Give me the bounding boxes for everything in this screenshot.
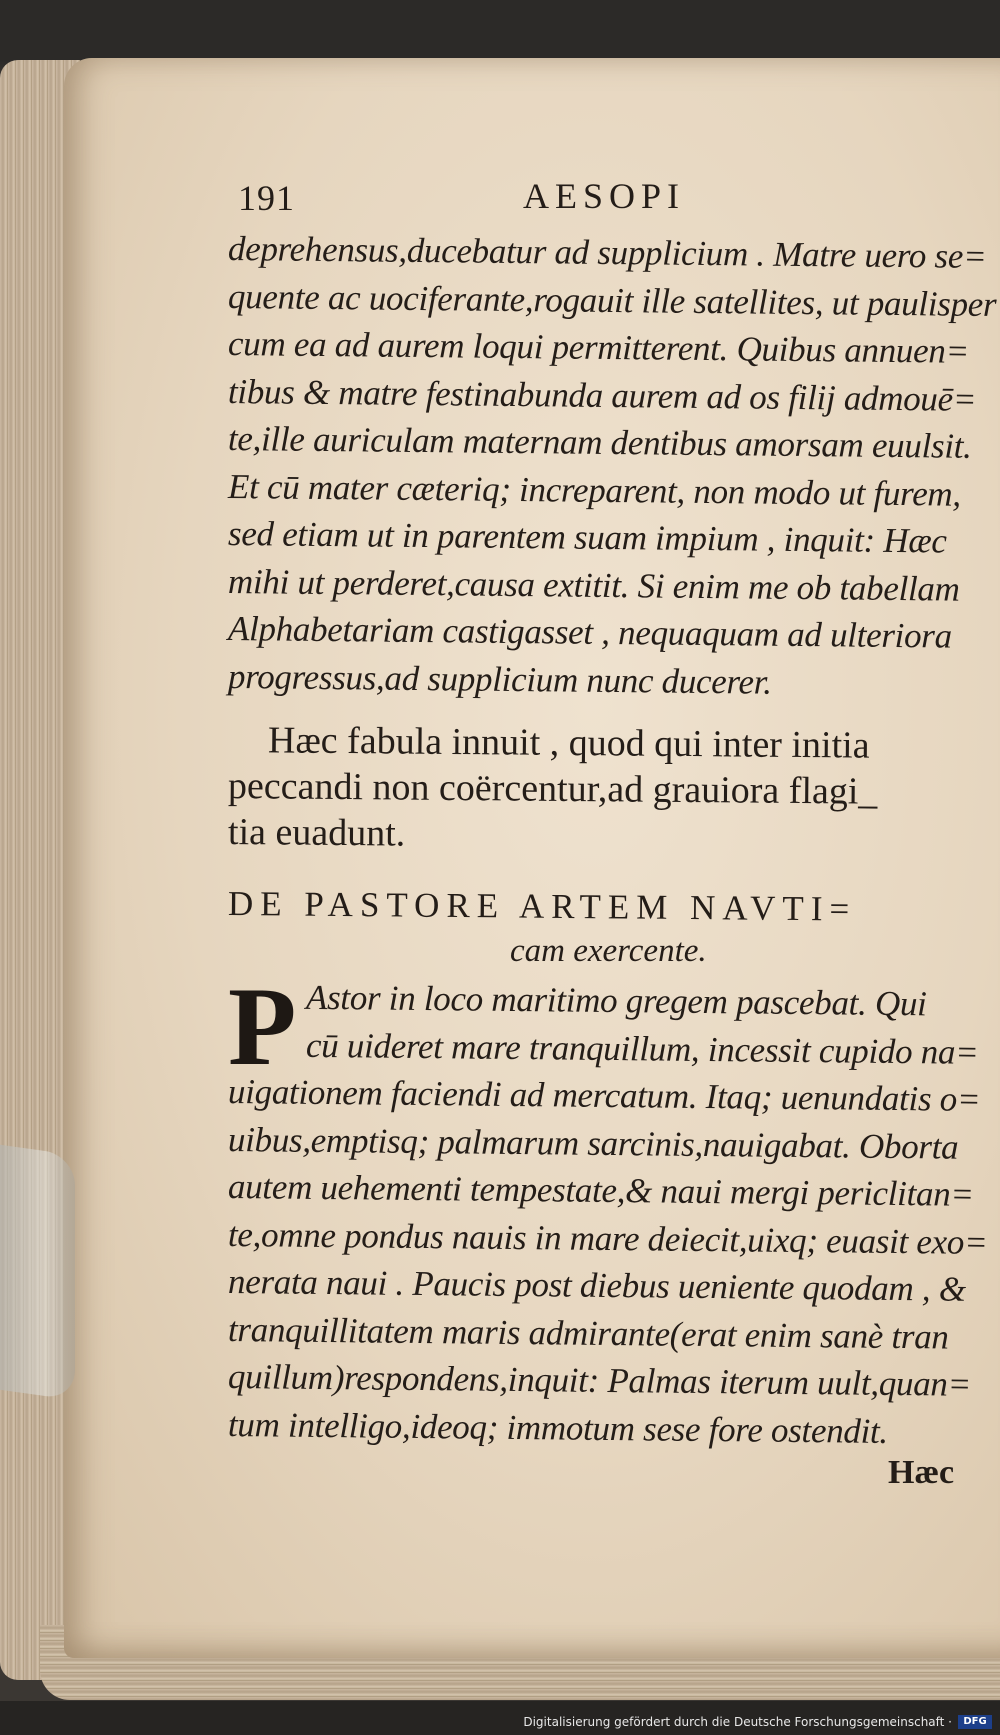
text-line: cum ea ad aurem loqui permitterent. Quibus annuen= [227, 324, 970, 371]
text-line: mihi ut perderet,causa extitit. Si enim me ob tabellam [227, 561, 960, 609]
page-header [228, 165, 968, 225]
page-text [227, 165, 997, 1492]
fable-two-title-continued: cam exercente. [510, 933, 707, 969]
text-line: quillum)respondens,inquit: Palmas iterum uult,quan= [227, 1357, 972, 1404]
catchword: Hæc [888, 1454, 955, 1491]
text-line: quente ac uociferante,rogauit ille satellites, ut paulisper [227, 276, 997, 324]
moral-line: peccandi non coërcentur,ad grauiora flagi_ [227, 765, 878, 813]
text-line: cū uideret mare tranquillum, incessit cupido na= [305, 1025, 979, 1072]
text-line: sed etiam ut in parentem suam impium , inquit: Hæc [227, 514, 947, 561]
fable-two-body [227, 965, 988, 1451]
page-number: 191 [238, 178, 295, 218]
text-line: te,omne pondus nauis in mare deiecit,uixq; euasit exo= [227, 1214, 988, 1262]
fable-one-body [227, 225, 997, 702]
fable-one-moral [228, 717, 968, 855]
digitization-footer [0, 1701, 1000, 1735]
text-line: progressus,ad supplicium nunc ducerer. [227, 656, 772, 702]
drop-capital: P [228, 965, 297, 1089]
text-line: tibus & matre festinabunda aurem ad os filij admouē= [227, 371, 977, 419]
text-line: deprehensus,ducebatur ad supplicium . Matre uero se= [227, 229, 987, 276]
text-line: tum intelligo,ideoq; immotum sese fore ostendit. [227, 1404, 889, 1451]
page-clip [0, 1145, 75, 1401]
dfg-logo: DFG [958, 1715, 992, 1729]
text-line: tranquillitatem maris admirante(erat enim sanè tran [227, 1309, 949, 1357]
text-line: uibus,emptisq; palmarum sarcinis,nauigabat. Oborta [227, 1119, 959, 1167]
text-line: Et cū mater cæteriq; increparent, non modo ut furem, [227, 466, 962, 514]
running-head: AESOPI [523, 176, 686, 216]
fable-two-title: DE PASTORE ARTEM NAVTI= [227, 884, 857, 929]
funding-credit: Digitalisierung gefördert durch die Deutsche Forschungsgemeinschaft · [523, 1715, 952, 1729]
text-line: uigationem faciendi ad mercatum. Itaq; uenundatis o= [227, 1072, 981, 1119]
text-line: te,ille auriculam maternam dentibus amorsam euulsit. [227, 419, 972, 466]
moral-line: tia euadunt. [227, 811, 406, 855]
text-line: nerata naui . Paucis post diebus ueniente quodam , & [227, 1262, 966, 1309]
text-line: Astor in loco maritimo gregem pascebat. Qui [305, 977, 927, 1024]
text-line: Alphabetariam castigasset , nequaquam ad ulteriora [227, 609, 953, 656]
text-line: autem uehementi tempestate,& naui mergi periclitan= [227, 1167, 974, 1214]
moral-line: Hæc fabula innuit , quod qui inter initia [267, 719, 870, 767]
